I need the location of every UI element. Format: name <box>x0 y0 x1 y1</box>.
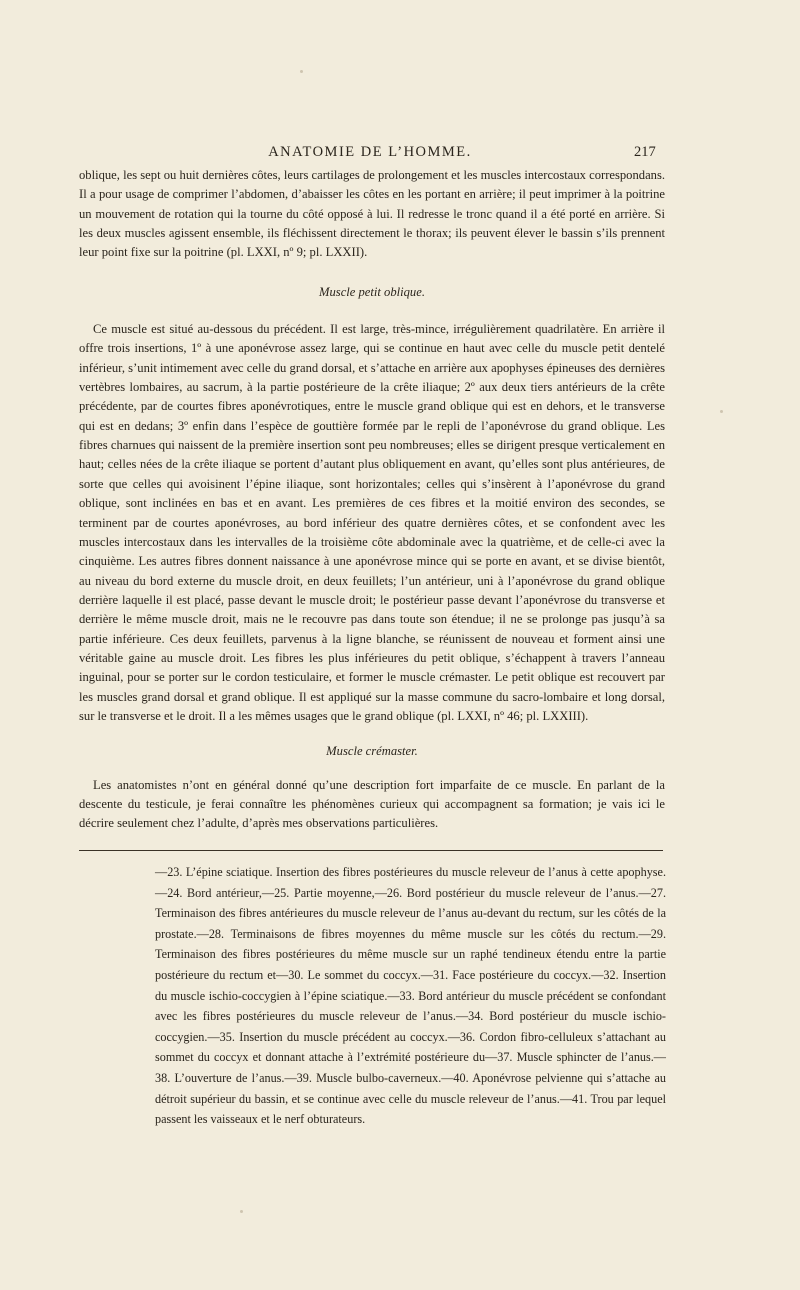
page-number: 217 <box>634 144 656 160</box>
footnote-divider <box>79 850 663 851</box>
paragraph-petit-oblique: Ce muscle est situé au-dessous du précédent. Il est large, très-mince, irrégulièrement quadrilatère. En arrière il offre trois insertions, 1º à une aponévrose assez large, qui se continue en haut avec celle du muscle petit dentelé inférieur, s’unit intimement avec celle du grand dorsal, et s’attache en arrière aux apophyses épineuses des dernières vertèbres lombaires, au sacrum, à la partie postérieure de la crête iliaque; 2º aux deux tiers antérieurs de la crête précédente, par de courtes fibres aponévrotiques, entre le muscle grand oblique qui est en dehors, et le transverse qui est en dedans; 3º enfin dans l’espèce de gouttière formée par le repli de l’aponévrose du grand oblique. Les fibres charnues qui naissent de la première insertion sont peu nombreuses; elles se dirigent presque verticalement en haut; celles nées de la crête iliaque se portent d’autant plus obliquement en avant, qu’elles sont plus antérieures, de sorte que celles qui avoisinent l’épine iliaque, sont horizontales; celles qui s’insèrent à l’aponévrose du grand oblique, sont inclinées en bas et en avant. Les premières de ces fibres et la moitié environ des secondes, se terminent par de courtes aponévroses, au bord inférieur des quatre dernières côtes, et se confondent avec les muscles intercostaux dans les intervalles de la troisième côte abdominale avec la quatrième, et de celle-ci avec la cinquième. Les autres fibres donnent naissance à une aponévrose mince qui se porte en avant, et se divise bientôt, au niveau du bord externe du muscle droit, en deux feuillets; l’un antérieur, uni à l’aponévrose du grand oblique derrière laquelle il est placé, passe devant le muscle droit; le postérieur passe devant l’aponévrose du transverse et derrière le même muscle droit, mais ne le recouvre pas dans toute son étendue; il ne se prolonge pas jusqu’à sa partie inférieure. Ces deux feuillets, parvenus à la ligne blanche, se réunissent de nouveau et forment ainsi une véritable gaine au muscle droit. Les fibres les plus inférieures du petit oblique, s’échappent à travers l’anneau inguinal, pour se porter sur le cordon testiculaire, et former le muscle crémaster. Le petit oblique est recouvert par les muscles grand dorsal et grand oblique. Il est appliqué sur la masse commune du sacro-lombaire et long dorsal, sur le transverse et le droit. Il a les mêmes usages que le grand oblique (pl. LXXI, nº 46; pl. LXXIII). <box>79 322 665 723</box>
paragraph-cremaster: Les anatomistes n’ont en général donné qu’une description fort imparfaite de ce muscle. En parlant de la descente du testicule, je ferai connaître les phénomènes curieux qui accompagnent sa formation; je vais ici le décrire seulement chez l’adulte, d’après mes observations particulières. <box>79 777 665 831</box>
footnote-text: —23. L’épine sciatique. Insertion des fibres postérieures du muscle releveur de l’anus à cette apophyse.—24. Bord antérieur,—25. Partie moyenne,—26. Bord postérieur du muscle releveur de l’anus.—27. Terminaison des fibres antérieures du muscle releveur de l’anus au-devant du rectum, sur les côtés de la prostate.—28. Terminaisons de fibres moyennes du même muscle sur les côtés du rectum.—29. Terminaison des fibres postérieures du même muscle sur un raphé tendineux étendu entre la partie postérieure du rectum et—30. Le sommet du coccyx.—31. Face postérieure du coccyx.—32. Insertion du muscle ischio-coccygien à l’épine sciatique.—33. Bord antérieur du muscle précédent se confondant avec les fibres postérieures du muscle releveur de l’anus.—34. Bord postérieur du muscle ischio-coccygien.—35. Insertion du muscle précédent au coccyx.—36. Cordon fibro-celluleux s’attachant au sommet du coccyx et donnant attache à l’extrémité postérieure du—37. Muscle sphincter de l’anus.—38. L’ouverture de l’anus.—39. Muscle bulbo-caverneux.—40. Aponévrose pelvienne qui s’attache au détroit supérieur du bassin, et se continue avec celle du muscle releveur de l’anus.—41. Trou par lequel passent les vaisseaux et le nerf obturateurs. <box>155 865 666 1127</box>
paper-speck <box>300 70 303 73</box>
paper-speck <box>720 410 723 413</box>
section-heading-petit-oblique: Muscle petit oblique. <box>319 284 425 299</box>
paper-speck <box>240 1210 243 1213</box>
footnote-block <box>155 862 666 1130</box>
intro-paragraph: oblique, les sept ou huit dernières côtes, leurs cartilages de prolongement et les muscles intercostaux correspondans. Il a pour usage de comprimer l’abdomen, d’abaisser les côtes en les portant en arrière; il peut imprimer à la poitrine un mouvement de rotation qui la tourne du côté opposé à lui. Il redresse le tronc quand il a été porté en arrière. Si les deux muscles agissent ensemble, ils fléchissent directement le thorax; ils peuvent élever le bassin s’ils prennent leur point fixe sur la poitrine (pl. LXXI, nº 9; pl. LXXII). <box>79 168 665 260</box>
main-text <box>79 166 665 834</box>
section-heading-cremaster: Muscle crémaster. <box>326 744 418 759</box>
running-header: ANATOMIE DE L’HOMME. <box>268 144 472 160</box>
